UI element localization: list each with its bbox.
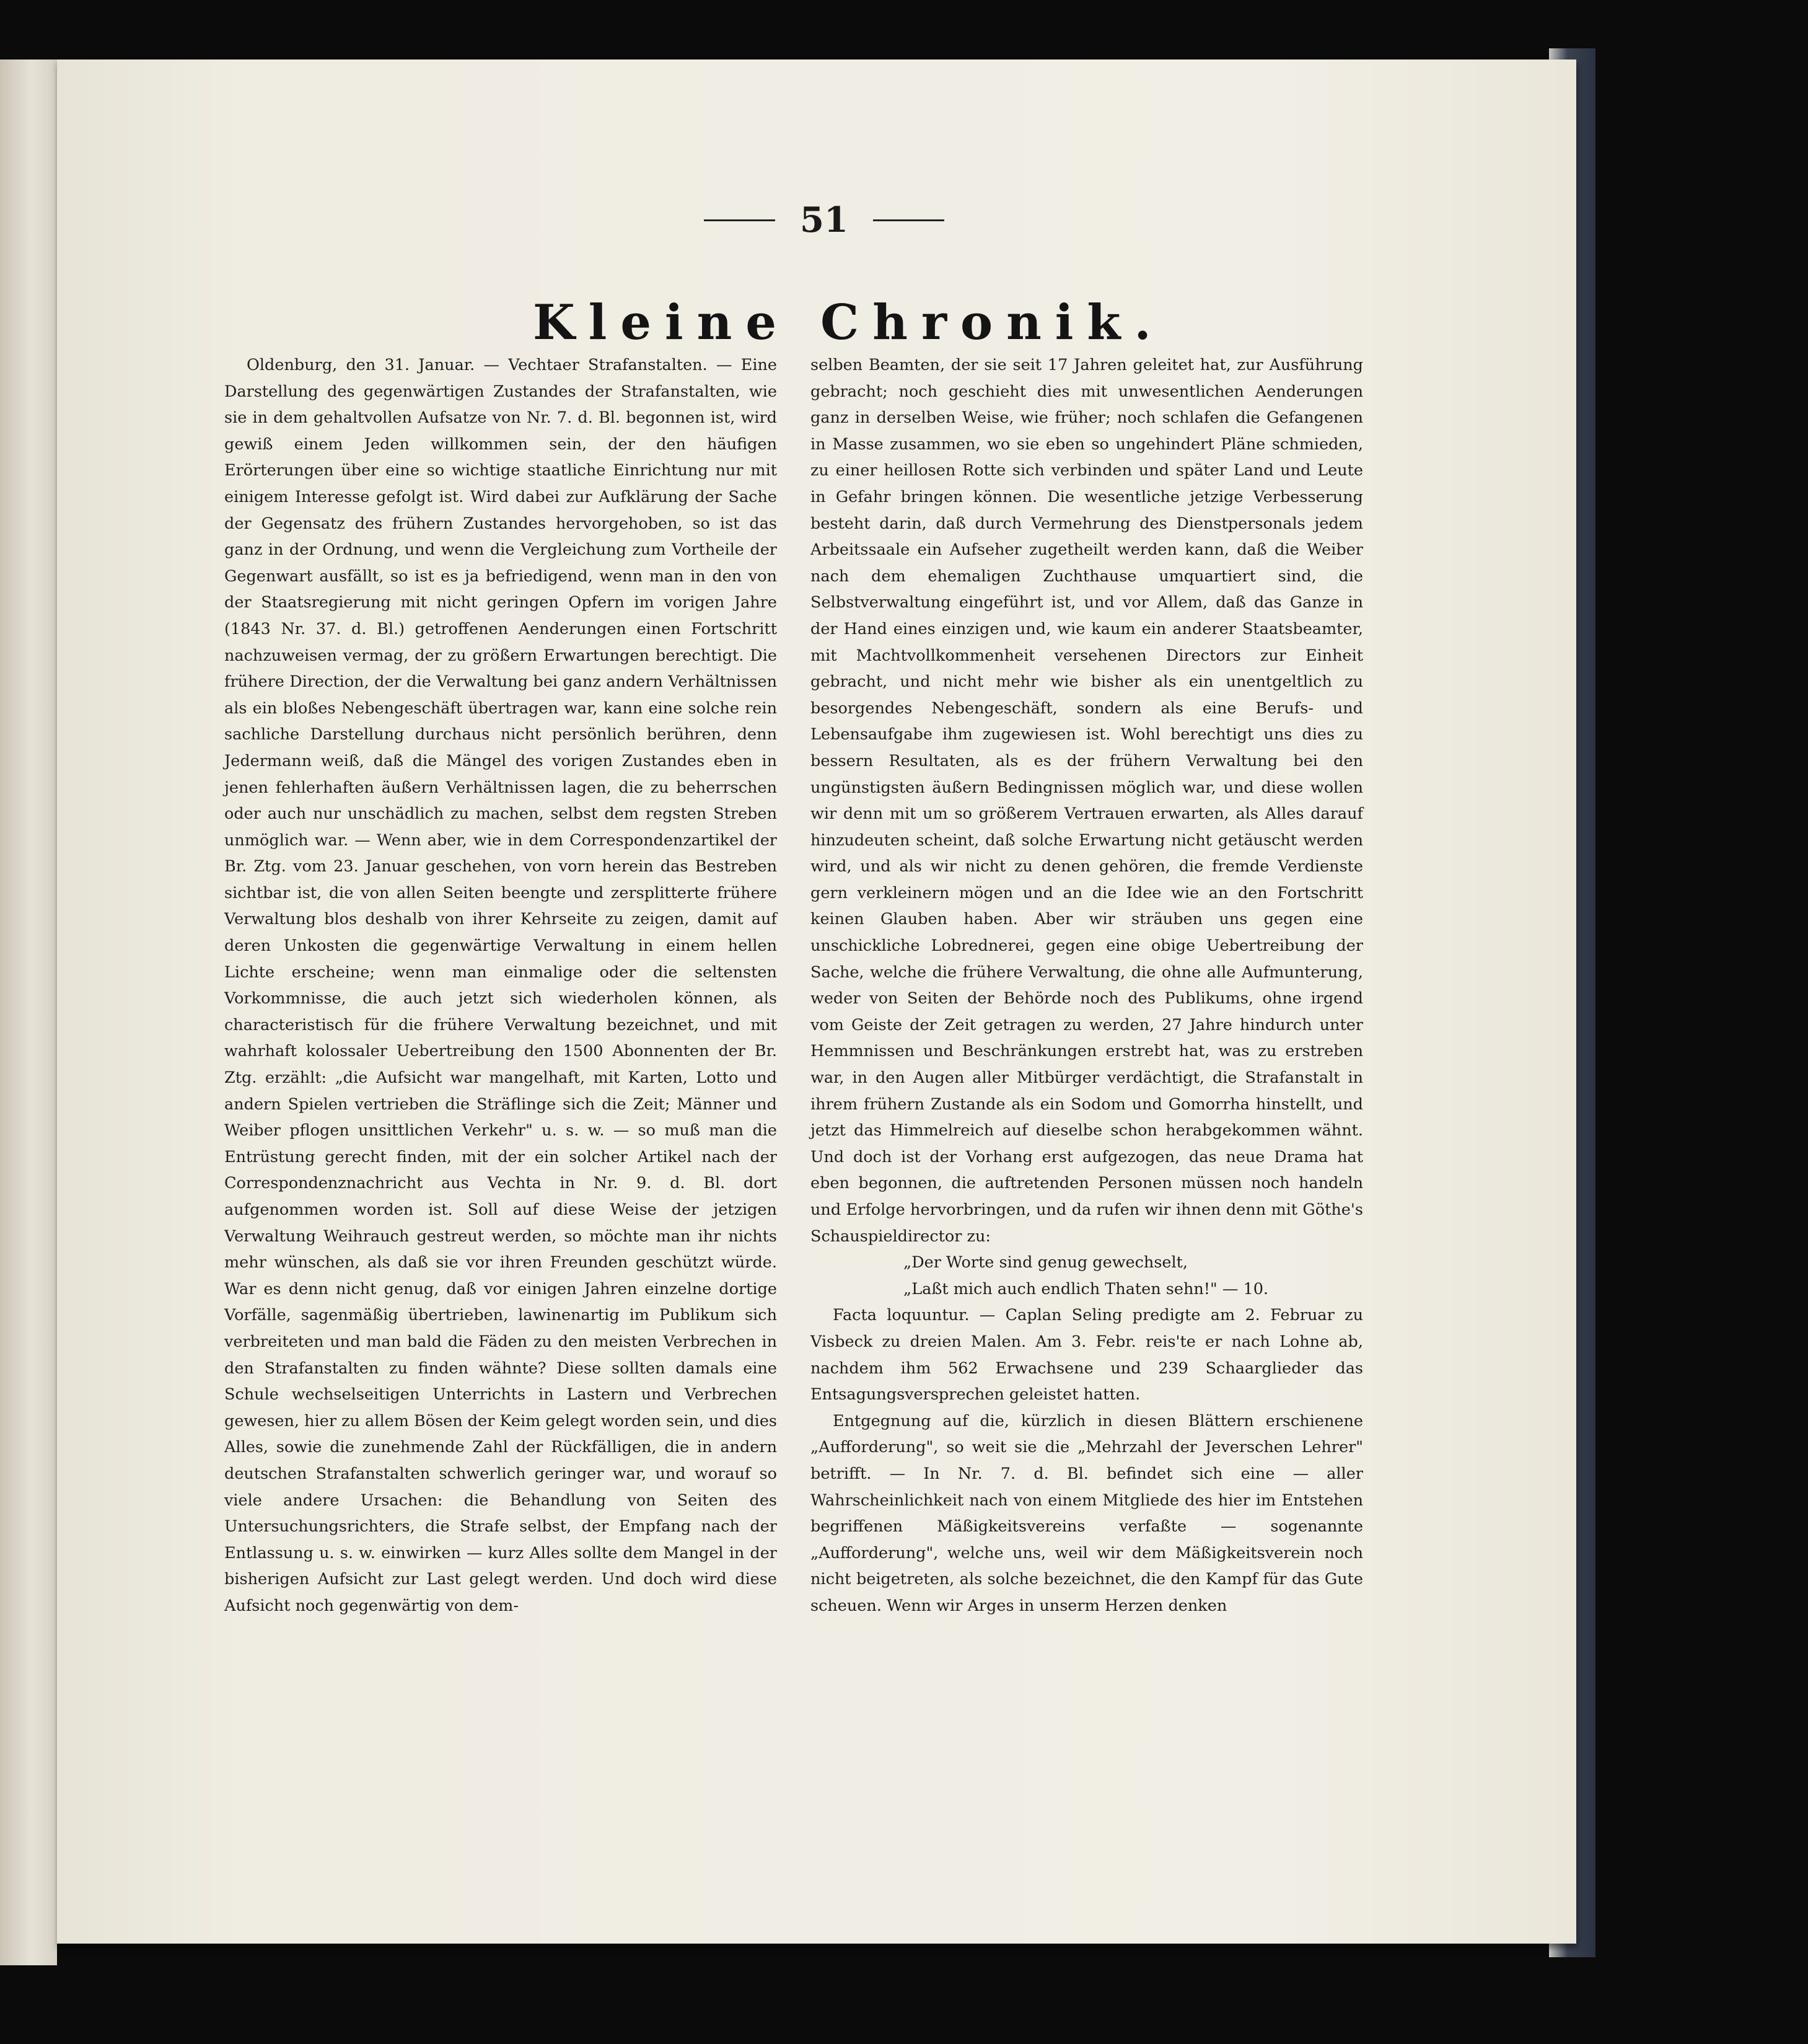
article-facta-loquuntur: Facta loquuntur. — Caplan Seling predigte am 2. Februar zu Visbeck zu dreien Malen. Am 3. Febr. reis'te er nach Lohne ab, nachdem ihm 562 Erwachsene und 239 Schaarglieder das Entsagungsversprechen geleistet hatten.: [810, 1306, 1363, 1404]
facing-page-edge: [0, 59, 57, 1965]
article-entgegnung: Entgegnung auf die, kürzlich in diesen Blättern erschienene „Aufforderung", so weit sie die „Mehrzahl der Jeverschen Lehrer" betrifft. — In Nr. 7. d. Bl. befindet sich eine — aller Wahrscheinlichkeit nach von einem Mitgliede des hier im Entstehen begriffenen Mäßigkeitsvereins verfaßte — sogenannte „Aufforderung", welche uns, weil wir dem Mäßigkeitsverein noch nicht beigetreten, als solche bezeichnet, die den Kampf für das Gute scheuen. Wenn wir Arges in unserm Herzen denken: [810, 1411, 1363, 1615]
header-rule-right: [873, 219, 944, 221]
page-number: 51: [800, 200, 848, 240]
text-column-left: [224, 352, 777, 1619]
header-rule-left: [704, 219, 775, 221]
quote-line-2: „Laßt mich auch endlich Thaten sehn!" — 10.: [903, 1279, 1269, 1298]
section-title: Kleine Chronik.: [533, 294, 1165, 351]
article-vechta-continued: selben Beamten, der sie seit 17 Jahren geleitet hat, zur Ausführung gebracht; noch geschieht dies mit unwesentlichen Aenderungen ganz in derselben Weise, wie früher; noch schlafen die Gefangenen in Masse zusammen, wo sie eben so ungehindert Pläne schmieden, zu einer heillosen Rotte sich verbinden und später Land und Leute in Gefahr bringen können. Die wesentliche jetzige Verbesserung besteht darin, daß durch Vermehrung des Dienstpersonals jedem Arbeitssaale ein Aufseher zugetheilt werden kann, daß die Weiber nach dem ehemaligen Zuchthause umquartiert sind, die Selbstverwaltung eingeführt ist, und vor Allem, daß das Ganze in der Hand eines einzigen und, wie kaum ein anderer Staatsbeamter, mit Machtvollkommenheit versehenen Directors zur Einheit gebracht, und nicht mehr wie bisher als ein unentgeltlich zu besorgendes Nebengeschäft, sondern als eine Berufs- und Lebensaufgabe ihm zugewiesen ist. Wohl berechtigt uns dies zu bessern Resultaten, als es der frühern Verwaltung bei den ungünstigsten äußern Bedingnissen möglich war, und diese wollen wir denn mit um so größerem Vertrauen erwarten, als Alles darauf hinzudeuten scheint, daß solche Erwartung nicht getäuscht werden wird, und als wir nicht zu denen gehören, die fremde Verdienste gern verkleinern mögen und an die Idee wie an den Fortschritt keinen Glauben haben. Aber wir sträuben uns gegen eine unschickliche Lobrednerei, gegen eine obige Uebertreibung der Sache, welche die frühere Verwaltung, die ohne alle Aufmunterung, weder von Seiten der Behörde noch des Publikums, ohne irgend vom Geiste der Zeit getragen zu werden, 27 Jahre hindurch unter Hemmnissen und Beschränkungen erstrebt hat, was zu erstreben war, in den Augen aller Mitbürger verdächtigt, die Strafanstalt in ihrem frühern Zustande als ein Sodom und Gomorrha hinstellt, und jetzt das Himmelreich auf dieselbe schon herabgekommen wähnt. Und doch ist der Vorhang erst aufgezogen, das neue Drama hat eben begonnen, die auftretenden Personen müssen noch handeln und Erfolge hervorbringen, und da rufen wir ihnen denn mit Göthe's Schauspieldirector zu:: [810, 356, 1363, 1246]
article-vechta-strafanstalten: Oldenburg, den 31. Januar. — Vechtaer Strafanstalten. — Eine Darstellung des gegenwärtigen Zustandes der Strafanstalten, wie sie in dem gehaltvollen Aufsatze von Nr. 7. d. Bl. begonnen ist, wird gewiß einem Jeden willkommen sein, der den häufigen Erörterungen über eine so wichtige staatliche Einrichtung nur mit einigem Interesse gefolgt ist. Wird dabei zur Aufklärung der Sache der Gegensatz des frühern Zustandes hervorgehoben, so ist das ganz in der Ordnung, und wenn die Vergleichung zum Vortheile der Gegenwart ausfällt, so ist es ja befriedigend, wenn man in den von der Staatsregierung mit nicht geringen Opfern im vorigen Jahre (1843 Nr. 37. d. Bl.) getroffenen Aenderungen einen Fortschritt nachzuweisen vermag, der zu größern Erwartungen berechtigt. Die frühere Direction, der die Verwaltung bei ganz andern Verhältnissen als ein bloßes Nebengeschäft übertragen war, kann eine solche rein sachliche Darstellung durchaus nicht persönlich berühren, denn Jedermann weiß, daß die Mängel des vorigen Zustandes eben in jenen fehlerhaften äußern Verhältnissen lagen, die zu beherrschen oder auch nur unschädlich zu machen, selbst dem regsten Streben unmöglich war. — Wenn aber, wie in dem Correspondenzartikel der Br. Ztg. vom 23. Januar geschehen, von vorn herein das Bestreben sichtbar ist, die von allen Seiten beengte und zersplitterte frühere Verwaltung blos deshalb von ihrer Kehrseite zu zeigen, damit auf deren Unkosten die gegenwärtige Verwaltung in einem hellen Lichte erscheine; wenn man einmalige oder die seltensten Vorkommnisse, die auch jetzt sich wiederholen können, als characteristisch für die frühere Verwaltung bezeichnet, und mit wahrhaft kolossaler Uebertreibung den 1500 Abonnenten der Br. Ztg. erzählt: „die Aufsicht war mangelhaft, mit Karten, Lotto und andern Spielen vertrieben die Sträflinge sich die Zeit; Männer und Weiber pflogen unsittlichen Verkehr" u. s. w. — so muß man die Entrüstung gerecht finden, mit der ein solcher Artikel nach der Correspondenznachricht aus Vechta in Nr. 9. d. Bl. dort aufgenommen worden ist. Soll auf diese Weise der jetzigen Verwaltung Weihrauch gestreut werden, so möchte man ihr nichts mehr wünschen, als daß sie vor ihren Freunden geschützt würde. War es denn nicht genug, daß vor einigen Jahren einzelne dortige Vorfälle, sagenmäßig übertrieben, lawinenartig im Publikum sich verbreiteten und man bald die Fäden zu den meisten Verbrechen in den Strafanstalten zu finden wähnte? Diese sollten damals eine Schule wechselseitigen Unterrichts in Lastern und Verbrechen gewesen, hier zu allem Bösen der Keim gelegt worden sein, und dies Alles, sowie die zunehmende Zahl der Rückfälligen, die in andern deutschen Strafanstalten schwerlich geringer war, und worauf so viele andere Ursachen: die Behandlung von Seiten des Untersuchungsrichters, die Strafe selbst, der Empfang nach der Entlassung u. s. w. einwirken — kurz Alles sollte dem Mangel in der bisherigen Aufsicht zur Last gelegt werden. Und doch wird diese Aufsicht noch gegenwärtig von dem-: [224, 356, 777, 1615]
text-column-right: [810, 352, 1363, 1619]
quote-line-1: „Der Worte sind genug gewechselt,: [903, 1253, 1188, 1272]
page-header: [651, 186, 998, 254]
